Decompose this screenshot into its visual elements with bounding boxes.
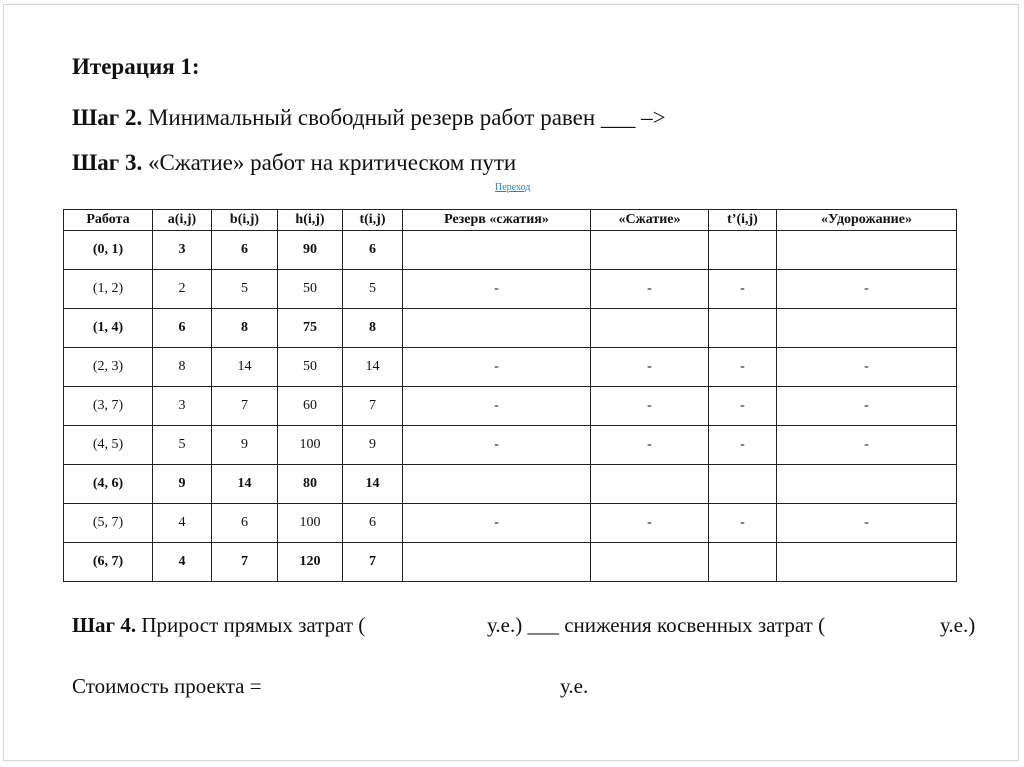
table-cell: 14 xyxy=(212,465,278,504)
table-row xyxy=(64,348,957,387)
step-2-text: Минимальный свободный резерв работ равен ___ –> xyxy=(142,105,666,130)
table-cell: 14 xyxy=(212,348,278,387)
table-cell xyxy=(709,231,777,270)
project-cost-unit: у.е. xyxy=(560,674,589,698)
col-header: Работа xyxy=(64,210,153,231)
table-cell: (4, 6) xyxy=(64,465,153,504)
step-4-text-1: Прирост прямых затрат ( xyxy=(136,613,366,637)
step-4-text-2: у.е.) ___ снижения косвенных затрат ( xyxy=(487,613,826,637)
table-cell: - xyxy=(591,426,709,465)
table-cell: - xyxy=(403,387,591,426)
table-cell: - xyxy=(709,387,777,426)
table-row xyxy=(64,543,957,582)
table-cell: - xyxy=(403,270,591,309)
table-cell: 9 xyxy=(212,426,278,465)
table-cell: (1, 4) xyxy=(64,309,153,348)
table-cell: 4 xyxy=(153,543,212,582)
table-cell: 7 xyxy=(212,387,278,426)
table-cell: - xyxy=(591,348,709,387)
table-cell: (2, 3) xyxy=(64,348,153,387)
table-cell: (1, 2) xyxy=(64,270,153,309)
step-4-label: Шаг 4. xyxy=(72,613,137,637)
table-cell: 50 xyxy=(278,348,343,387)
table-cell: 8 xyxy=(153,348,212,387)
table-cell xyxy=(403,309,591,348)
table-cell: - xyxy=(403,426,591,465)
table-cell xyxy=(403,465,591,504)
table-cell: 5 xyxy=(153,426,212,465)
table-row xyxy=(64,231,957,270)
table-cell xyxy=(591,465,709,504)
table-cell: 8 xyxy=(212,309,278,348)
table-cell: - xyxy=(591,387,709,426)
table-cell: - xyxy=(709,270,777,309)
table-cell: 6 xyxy=(343,504,403,543)
step-2-label: Шаг 2. xyxy=(72,105,143,130)
table-cell xyxy=(777,309,957,348)
table-cell: (5, 7) xyxy=(64,504,153,543)
table-row xyxy=(64,387,957,426)
col-header: Резерв «сжатия» xyxy=(403,210,591,231)
table-row xyxy=(64,426,957,465)
table-cell: - xyxy=(591,270,709,309)
table-cell: 7 xyxy=(343,543,403,582)
col-header: t’(i,j) xyxy=(709,210,777,231)
table-cell: 6 xyxy=(153,309,212,348)
table-cell: 5 xyxy=(343,270,403,309)
table-cell xyxy=(591,231,709,270)
table-cell: 120 xyxy=(278,543,343,582)
table-cell: 7 xyxy=(212,543,278,582)
step-4-line xyxy=(72,613,365,638)
table-cell: 8 xyxy=(343,309,403,348)
table-cell: (6, 7) xyxy=(64,543,153,582)
table-cell: - xyxy=(403,504,591,543)
table-row xyxy=(64,504,957,543)
table-cell: 80 xyxy=(278,465,343,504)
col-header: a(i,j) xyxy=(153,210,212,231)
table-row xyxy=(64,270,957,309)
table-cell xyxy=(591,543,709,582)
col-header: t(i,j) xyxy=(343,210,403,231)
table-cell: 2 xyxy=(153,270,212,309)
table-cell: - xyxy=(709,426,777,465)
table-cell: 9 xyxy=(343,426,403,465)
step-3-text: «Сжатие» работ на критическом пути xyxy=(142,150,517,175)
col-header: «Сжатие» xyxy=(591,210,709,231)
compression-table xyxy=(63,209,957,582)
table-cell: (4, 5) xyxy=(64,426,153,465)
table-cell xyxy=(591,309,709,348)
table-cell: - xyxy=(403,348,591,387)
col-header: «Удорожание» xyxy=(777,210,957,231)
table-cell: 7 xyxy=(343,387,403,426)
step-3-label: Шаг 3. xyxy=(72,150,143,175)
table-cell: - xyxy=(777,426,957,465)
iteration-heading: Итерация 1: xyxy=(72,54,200,79)
table-cell xyxy=(403,543,591,582)
table-cell xyxy=(777,231,957,270)
step-4-text-3: у.е.) xyxy=(940,613,976,637)
table-cell xyxy=(403,231,591,270)
table-cell xyxy=(709,309,777,348)
transition-link[interactable]: Переход xyxy=(495,182,531,193)
project-cost-label: Стоимость проекта = xyxy=(72,674,262,698)
table-cell: 9 xyxy=(153,465,212,504)
table-cell: 100 xyxy=(278,426,343,465)
table-header-row xyxy=(64,210,957,231)
table-cell: - xyxy=(777,348,957,387)
table-cell: - xyxy=(777,504,957,543)
slide xyxy=(3,4,1019,761)
table-cell: 100 xyxy=(278,504,343,543)
table-cell xyxy=(709,543,777,582)
table-cell: 5 xyxy=(212,270,278,309)
table-cell: 6 xyxy=(212,504,278,543)
table-cell: 75 xyxy=(278,309,343,348)
table-cell xyxy=(709,465,777,504)
table-row xyxy=(64,465,957,504)
table-cell: - xyxy=(777,270,957,309)
table-cell: (0, 1) xyxy=(64,231,153,270)
table-cell xyxy=(777,543,957,582)
table-cell: - xyxy=(709,504,777,543)
table-row xyxy=(64,309,957,348)
table-cell: 4 xyxy=(153,504,212,543)
step-2-line xyxy=(72,105,666,131)
col-header: b(i,j) xyxy=(212,210,278,231)
table-cell: - xyxy=(777,387,957,426)
table-cell: 60 xyxy=(278,387,343,426)
table-cell: - xyxy=(709,348,777,387)
table-cell: 6 xyxy=(212,231,278,270)
table-cell xyxy=(777,465,957,504)
col-header: h(i,j) xyxy=(278,210,343,231)
table-cell: 90 xyxy=(278,231,343,270)
table-cell: 3 xyxy=(153,231,212,270)
table-cell: (3, 7) xyxy=(64,387,153,426)
step-3-line xyxy=(72,150,516,176)
table-cell: - xyxy=(591,504,709,543)
table-cell: 6 xyxy=(343,231,403,270)
table-cell: 14 xyxy=(343,348,403,387)
table-cell: 3 xyxy=(153,387,212,426)
table-cell: 14 xyxy=(343,465,403,504)
table-cell: 50 xyxy=(278,270,343,309)
